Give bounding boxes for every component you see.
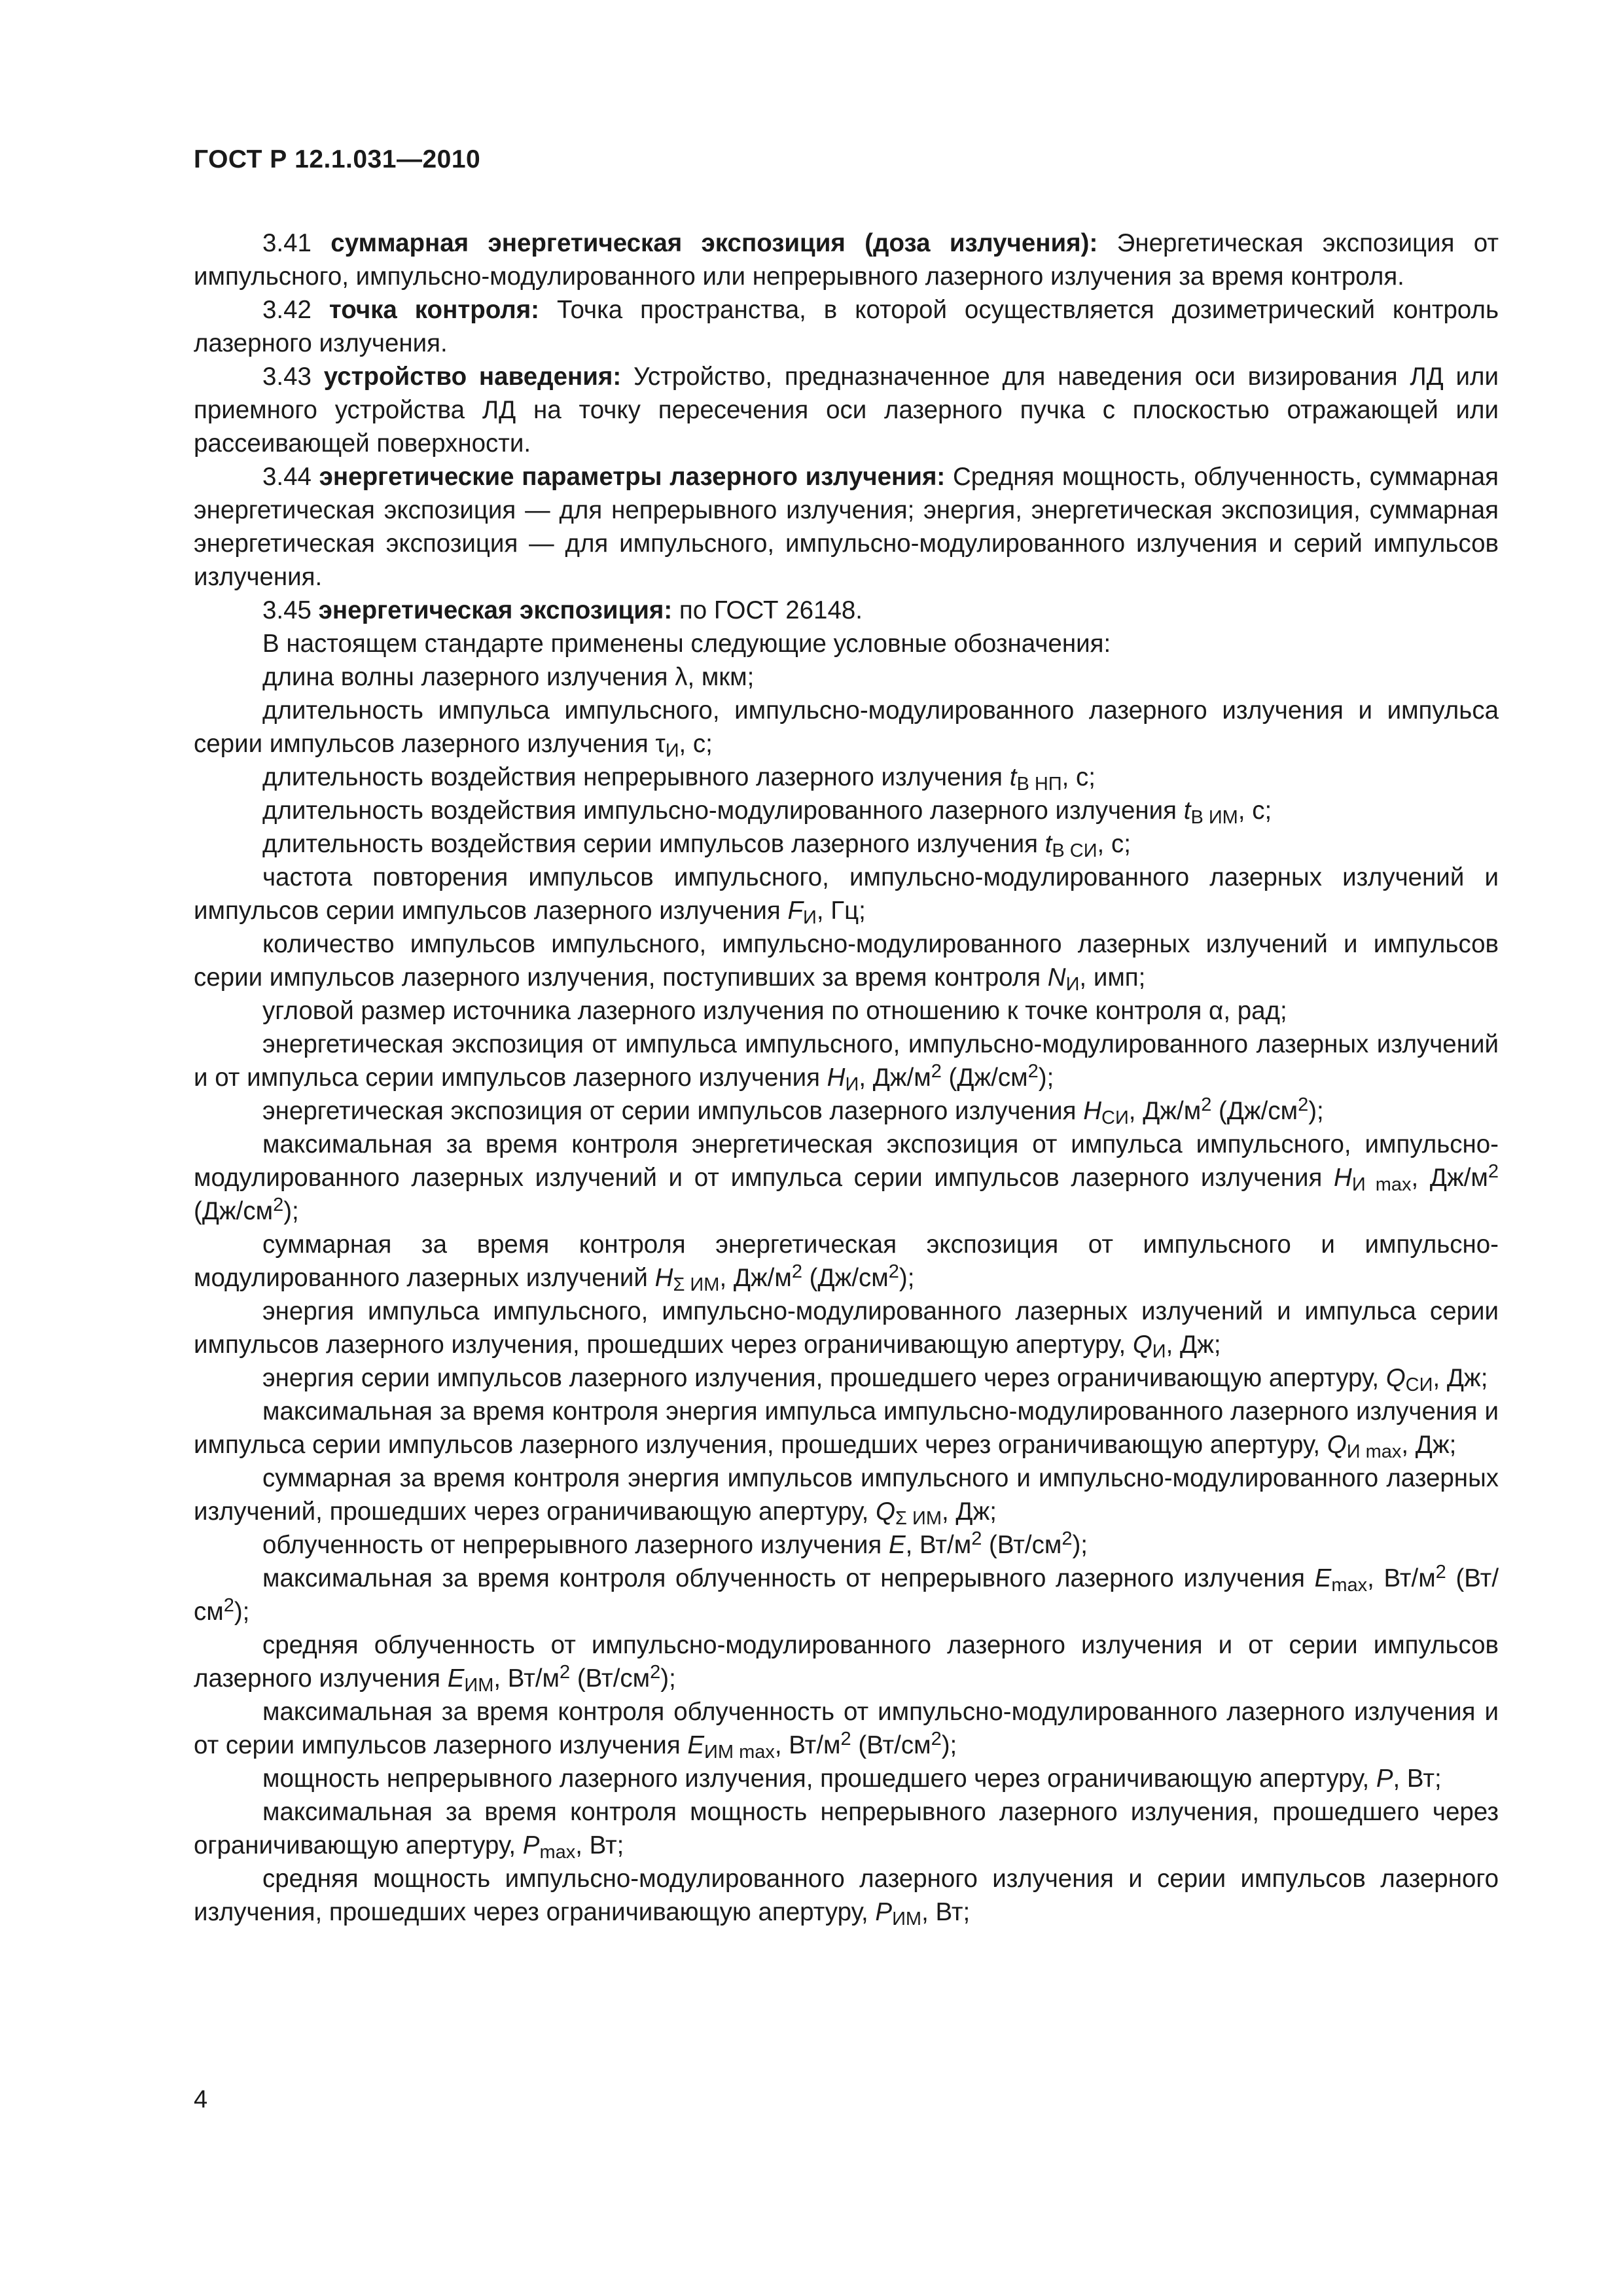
symbol-subscript: max [539,1842,576,1863]
symbol-glyph: t [1183,797,1191,825]
symbol-unit: , Вт/м [493,1664,560,1693]
symbol-subscript: В НП [1016,774,1062,795]
symbol-description: энергия серии импульсов лазерного излучения, прошедшего через ограничивающую апертуру, [262,1364,1386,1392]
symbol-unit: , мкм; [687,663,755,691]
symbol-item [194,1628,1499,1695]
symbol-unit: , Вт/м [774,1731,841,1759]
definition-paragraph [194,360,1499,460]
symbol-subscript: ИМ max [704,1742,775,1763]
symbol-glyph: τ [655,730,666,758]
symbols-intro: В настоящем стандарте применены следующие условные обозначения: [262,630,1111,658]
symbol-unit: , Дж; [1401,1431,1457,1459]
symbol-unit-close: ); [1072,1531,1088,1559]
symbol-unit: , с; [679,730,713,758]
unit-superscript: 2 [840,1729,851,1749]
symbol-item [194,1228,1499,1295]
symbol-unit-alt: (Вт/см [194,1564,1499,1626]
symbol-item [194,1862,1499,1929]
unit-superscript: 2 [791,1261,802,1282]
definition-text: Точка пространства, в которой осуществляется дозиметрический контроль лазерного излучения. [194,296,1499,357]
symbol-glyph: H [654,1264,673,1292]
symbol-unit: , с; [1238,797,1272,825]
symbol-unit: , Вт/м [1367,1564,1436,1592]
symbol-unit: , Вт; [575,1831,624,1859]
symbol-subscript: И [845,1074,859,1095]
symbol-unit-alt: (Дж/см [1211,1097,1298,1125]
symbol-description: длительность воздействия серии импульсов лазерного излучения [262,830,1045,858]
document-header: ГОСТ Р 12.1.031—2010 [194,145,481,173]
symbol-item [194,1762,1499,1795]
symbol-glyph: F [787,897,803,925]
symbol-subscript: Σ ИМ [895,1508,942,1529]
definition-text: Энергетическая экспозиция от импульсного, импульсно-модулированного или непрерывного лазерного излучения за время контроля. [194,229,1499,291]
symbol-unit-close: ); [1308,1097,1324,1125]
document-body [194,226,1499,1929]
symbol-unit-alt: (Вт/см [570,1664,651,1693]
symbol-item [194,1094,1499,1128]
unit-superscript: 2 [560,1662,571,1683]
definition-number: 3.41 [262,229,312,257]
symbol-item [194,994,1499,1028]
symbol-description: максимальная за время контроля облученность от импульсно-модулированного лазерного излучения и от серии импульсов лазерного излучения [194,1698,1499,1759]
symbol-item [194,660,1499,694]
unit-superscript: 2 [1061,1528,1073,1549]
definition-text: Средняя мощность, облученность, суммарная энергетическая экспозиция — для непрерывного излучения; энергия, энергетическая экспозиция, суммарная энергетическая экспозиция — для импульсного, импульсно-модулированного излучения и серий импульсов излучения. [194,463,1499,591]
symbol-description: средняя облученность от импульсно-модулированного лазерного излучения и от серии импульсов лазерного излучения [194,1631,1499,1693]
definition-text: Устройство, предназначенное для наведения оси визирования ЛД или приемного устройства ЛД на точку пересечения оси лазерного пучка с плоскостью отражающей или рассеивающей поверхности. [194,363,1499,457]
symbol-item [194,1295,1499,1361]
symbol-subscript: ИМ [892,1909,922,1929]
symbol-unit: , Дж; [1433,1364,1488,1392]
symbol-item [194,1462,1499,1528]
symbol-subscript: И [1152,1341,1166,1362]
definition-number: 3.42 [262,296,312,324]
symbol-description: максимальная за время контроля облученность от непрерывного лазерного излучения [262,1564,1315,1592]
symbol-description: максимальная за время контроля энергетическая экспозиция от импульса импульсного, импульсно-модулированного лазерных излучений и от импульса серии импульсов лазерного излучения [194,1130,1499,1192]
symbol-item [194,1528,1499,1562]
definition-term: суммарная энергетическая экспозиция (доза излучения): [330,229,1098,257]
definition-number: 3.43 [262,363,312,391]
symbol-description: длительность воздействия импульсно-модулированного лазерного излучения [262,797,1184,825]
symbol-glyph: P [522,1831,540,1859]
symbol-description: длительность воздействия непрерывного лазерного излучения [262,763,1010,791]
symbol-item [194,694,1499,761]
symbol-unit: , с; [1061,763,1096,791]
symbol-glyph: Q [1132,1331,1152,1359]
definitions-list [194,226,1499,627]
symbol-unit: , Дж/м [719,1264,792,1292]
unit-superscript: 2 [273,1194,284,1215]
symbol-description: энергетическая экспозиция от серии импульсов лазерного излучения [262,1097,1084,1125]
symbol-unit-alt: (Дж/см [941,1064,1028,1092]
definition-term: точка контроля: [329,296,540,324]
symbol-glyph: E [1314,1564,1332,1592]
symbol-unit: , Дж/м [1411,1164,1488,1192]
symbol-glyph: t [1009,763,1017,791]
symbol-unit-alt: (Дж/см [802,1264,889,1292]
symbol-glyph: t [1044,830,1052,858]
symbol-glyph: λ [675,663,688,691]
unit-superscript: 2 [971,1528,982,1549]
symbol-description: мощность непрерывного лазерного излучения, прошедшего через ограничивающую апертуру, [262,1765,1376,1793]
definition-term: устройство наведения: [323,363,622,391]
symbol-subscript: Σ ИМ [673,1274,720,1295]
symbol-item [194,1128,1499,1228]
unit-superscript: 2 [931,1061,942,1082]
symbol-unit: , рад; [1223,997,1287,1025]
definition-term: энергетическая экспозиция: [318,596,673,624]
symbol-item [194,827,1499,861]
symbol-item [194,1562,1499,1628]
symbol-unit: , Вт; [921,1898,971,1926]
symbol-item [194,1795,1499,1862]
unit-superscript: 2 [1298,1094,1309,1115]
symbol-item [194,1395,1499,1462]
symbol-subscript: ИМ [464,1675,494,1696]
unit-superscript: 2 [888,1261,899,1282]
symbol-item [194,1028,1499,1094]
symbol-unit-close: ); [234,1598,250,1626]
symbol-unit: , Гц; [816,897,866,925]
symbol-description: облученность от непрерывного лазерного излучения [262,1531,889,1559]
symbol-glyph: H [1083,1097,1101,1125]
symbol-item [194,794,1499,827]
symbol-description: суммарная за время контроля энергетическая экспозиция от импульсного и импульсно-модулированного лазерных излучений [194,1230,1499,1292]
symbol-glyph: P [1376,1765,1393,1793]
symbol-description: энергия импульса импульсного, импульсно-модулированного лазерных излучений и импульса серии импульсов лазерного излучения, прошедших через ограничивающую апертуру, [194,1297,1499,1359]
unit-superscript: 2 [1201,1094,1212,1115]
symbol-unit: , Дж; [1166,1331,1221,1359]
symbol-glyph: E [888,1531,906,1559]
symbol-subscript: И [803,907,817,928]
symbol-subscript: В ИМ [1190,807,1238,828]
symbol-glyph: H [827,1064,846,1092]
symbol-unit: , Вт/м [905,1531,972,1559]
symbol-description: количество импульсов импульсного, импульсно-модулированного лазерных излучений и импульсов серии импульсов лазерного излучения, поступивших за время контроля [194,930,1499,992]
symbol-item [194,861,1499,927]
symbol-description: суммарная за время контроля энергия импульсов импульсного и импульсно-модулированного лазерных излучений, прошедших через ограничивающую апертуру, [194,1464,1499,1526]
unit-superscript: 2 [1027,1061,1039,1082]
symbol-unit-alt: (Вт/см [982,1531,1062,1559]
symbol-unit: , Дж/м [1128,1097,1202,1125]
definition-paragraph [194,293,1499,360]
symbol-unit-alt: (Дж/см [194,1197,274,1225]
symbol-description: частота повторения импульсов импульсного, импульсно-модулированного лазерных излучений и импульсов серии импульсов лазерного излучения [194,863,1499,925]
symbol-item [194,761,1499,794]
symbols-list [194,660,1499,1929]
page-number: 4 [194,2086,208,2113]
symbol-glyph: Q [1385,1364,1406,1392]
symbol-item [194,1361,1499,1395]
symbol-glyph: N [1047,963,1066,992]
symbol-unit: , Дж/м [859,1064,931,1092]
definition-paragraph [194,594,1499,627]
symbol-glyph: E [447,1664,465,1693]
symbol-subscript: max [1331,1575,1368,1596]
symbol-description: длина волны лазерного излучения [262,663,675,691]
symbol-description: максимальная за время контроля энергия импульса импульсно-модулированного лазерного излучения и импульса серии импульсов лазерного излучения, прошедших через ограничивающую апертуру, [194,1397,1499,1459]
unit-superscript: 2 [650,1662,661,1683]
symbol-subscript: И [1065,974,1080,995]
symbol-subscript: И max [1346,1441,1402,1462]
symbol-description: угловой размер источника лазерного излучения по отношению к точке контроля [262,997,1209,1025]
symbol-subscript: СИ [1405,1374,1433,1395]
symbol-glyph: Q [1327,1431,1347,1459]
symbol-unit-close: ); [899,1264,915,1292]
symbol-description: длительность импульса импульсного, импульсно-модулированного лазерного излучения и импульса серии импульсов лазерного излучения [194,696,1499,758]
symbol-unit-close: ); [283,1197,299,1225]
symbol-glyph: α [1209,997,1224,1025]
symbol-unit-close: ); [660,1664,676,1693]
symbol-unit-close: ); [1038,1064,1054,1092]
symbol-subscript: СИ [1101,1107,1129,1128]
symbol-glyph: Q [876,1498,895,1526]
unit-superscript: 2 [1488,1161,1499,1182]
symbol-glyph: P [875,1898,893,1926]
symbol-subscript: И max [1351,1174,1412,1195]
symbol-glyph: H [1334,1164,1352,1192]
symbol-description: максимальная за время контроля мощность непрерывного лазерного излучения, прошедшего через ограничивающую апертуру, [194,1798,1499,1859]
symbol-unit: , с; [1097,830,1131,858]
definition-term: энергетические параметры лазерного излучения: [319,463,946,491]
symbol-unit: , имп; [1079,963,1146,992]
definition-paragraph [194,460,1499,594]
symbol-unit: , Вт; [1393,1765,1442,1793]
definition-paragraph [194,226,1499,293]
unit-superscript: 2 [223,1595,234,1616]
symbol-subscript: В СИ [1052,840,1097,861]
symbol-item [194,1695,1499,1762]
symbol-subscript: И [665,740,679,761]
unit-superscript: 2 [1435,1562,1446,1583]
definition-number: 3.44 [262,463,312,491]
symbol-unit-alt: (Вт/см [851,1731,931,1759]
symbol-glyph: E [687,1731,705,1759]
definition-text: по ГОСТ 26148. [679,596,863,624]
definition-number: 3.45 [262,596,312,624]
unit-superscript: 2 [931,1729,942,1749]
symbol-description: энергетическая экспозиция от импульса импульсного, импульсно-модулированного лазерных излучений и от импульса серии импульсов лазерного излучения [194,1030,1499,1092]
symbol-unit-close: ); [941,1731,957,1759]
symbol-item [194,927,1499,994]
symbol-description: средняя мощность импульсно-модулированного лазерного излучения и серии импульсов лазерного излучения, прошедших через ограничивающую апертуру, [194,1865,1499,1926]
symbol-unit: , Дж; [942,1498,997,1526]
